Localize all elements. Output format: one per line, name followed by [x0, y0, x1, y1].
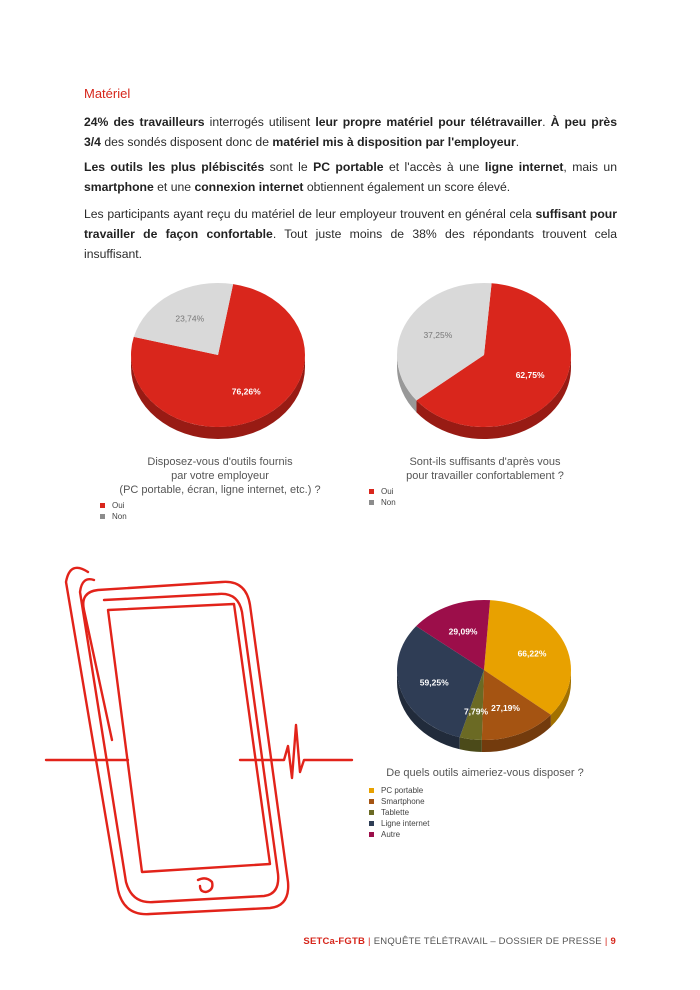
pie-chart-3 — [380, 590, 590, 760]
legend-item-non — [100, 511, 127, 522]
chart-1-title-line: par votre employeur — [171, 470, 269, 482]
legend-item-non — [369, 497, 396, 508]
section-title: Matériel — [84, 86, 131, 101]
legend-label: Non — [381, 498, 396, 507]
chart-1-title-line: Disposez-vous d'outils fournis — [147, 456, 293, 468]
smartphone-heartbeat-illustration — [0, 550, 360, 930]
paragraph-3: Les participants ayant reçu du matériel de leur employeur trouvent en général cela suffisant pour travailler de façon confortable. Tout juste moins de 38% des répondants trouvent cela insuffisant. — [84, 207, 617, 261]
pie-data-label: 29,09% — [448, 626, 478, 637]
legend-label: Ligne internet — [381, 819, 430, 828]
chart-3-legend — [369, 785, 429, 840]
pie-data-label: 66,22% — [517, 648, 547, 659]
pie-data-label: 76,26% — [231, 386, 261, 397]
legend-label: Non — [112, 512, 127, 521]
chart-2-title — [365, 455, 605, 483]
chart-1-title — [100, 455, 340, 497]
footer-text: ENQUÊTE TÉLÉTRAVAIL – DOSSIER DE PRESSE — [373, 936, 602, 947]
legend-label: Oui — [112, 501, 125, 510]
legend-item-oui — [100, 500, 127, 511]
footer-separator: | — [368, 936, 371, 947]
legend-item-autre — [369, 829, 429, 840]
legend-item-smartphone — [369, 796, 429, 807]
pie-chart-2 — [380, 280, 600, 450]
pie-data-label: 7,79% — [463, 706, 489, 717]
legend-swatch — [100, 514, 105, 519]
legend-swatch — [369, 810, 374, 815]
footer-brand: SETCa-FGTB — [303, 936, 366, 947]
chart-2-title-line: Sont-ils suffisants d'après vous — [409, 456, 561, 468]
footer-separator: | — [604, 936, 608, 947]
legend-item-pc-portable — [369, 785, 429, 796]
legend-item-ligne-internet — [369, 818, 429, 829]
legend-label: Smartphone — [381, 797, 425, 806]
paragraph-1: 24% des travailleurs interrogés utilisent leur propre matériel pour télétravailler. À peu près 3/4 des sondés disposent donc de matériel mis à disposition par l'employeur. — [84, 115, 617, 149]
chart-1-title-line: (PC portable, écran, ligne internet, etc.) ? — [119, 484, 321, 496]
legend-swatch — [369, 832, 374, 837]
phone-outline-outer — [66, 568, 288, 914]
legend-swatch — [369, 799, 374, 804]
pie-data-label: 62,75% — [515, 370, 545, 381]
chart-2-title-line: pour travailler confortablement ? — [406, 470, 564, 482]
footer — [303, 936, 616, 947]
pie-data-label: 59,25% — [419, 677, 449, 688]
legend-item-oui — [369, 486, 396, 497]
legend-swatch — [369, 500, 374, 505]
pie-chart-1 — [110, 280, 330, 450]
pie-data-label: 23,74% — [175, 313, 205, 324]
chart-3-title-line: De quels outils aimeriez-vous disposer ? — [386, 767, 584, 779]
legend-label: Oui — [381, 487, 394, 496]
legend-item-tablette — [369, 807, 429, 818]
pie-data-label: 37,25% — [423, 329, 453, 340]
legend-swatch — [100, 503, 105, 508]
legend-label: Autre — [381, 830, 401, 839]
chart-1-legend — [100, 500, 127, 522]
legend-swatch — [369, 788, 374, 793]
legend-swatch — [369, 821, 374, 826]
legend-label: Tablette — [381, 808, 410, 817]
paragraph-2: Les outils les plus plébiscités sont le PC portable et l'accès à une ligne internet, mais un smartphone et une connexion internet obtiennent également un score élevé. — [84, 160, 617, 194]
legend-label: PC portable — [381, 786, 424, 795]
legend-swatch — [369, 489, 374, 494]
pie-data-label: 27,19% — [491, 703, 520, 714]
chart-3-title — [365, 766, 605, 780]
chart-2-legend — [369, 486, 396, 508]
page-number: 9 — [610, 936, 616, 947]
phone-home-button — [198, 878, 212, 892]
